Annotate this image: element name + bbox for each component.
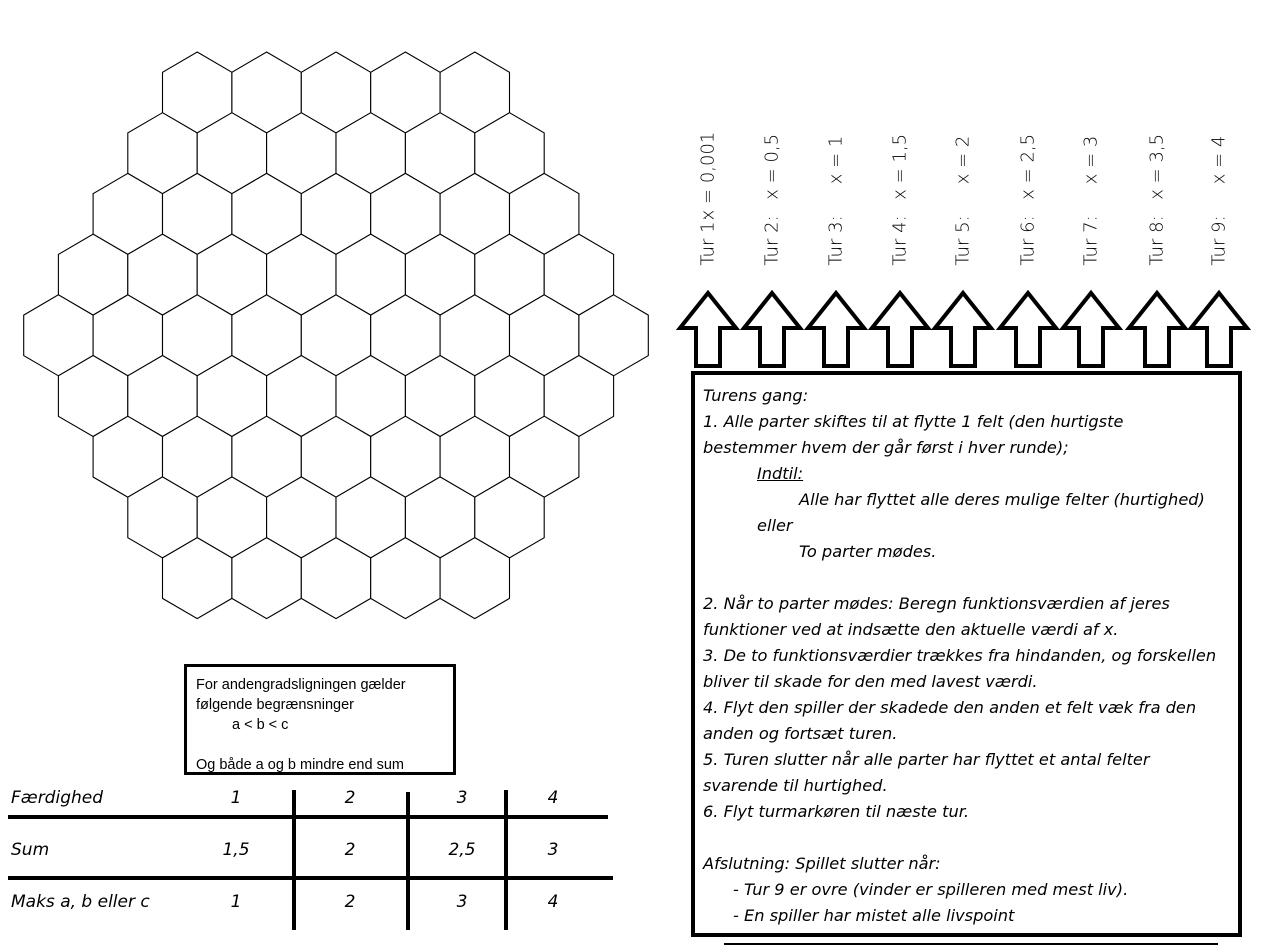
cell: 3 — [456, 892, 468, 912]
table-vline-3 — [504, 790, 508, 930]
end-condition-1: - Tur 9 er ovre (vinder er spilleren med mest liv). — [733, 880, 1129, 899]
turn-arrow-5 — [935, 293, 991, 366]
turn-label: Tur 7: — [1080, 215, 1102, 266]
condition-1: Alle har flyttet alle deres mulige felter (hurtighed) — [799, 490, 1205, 509]
turn-label: Tur 8: — [1146, 215, 1168, 266]
rule-2-line-a: 2. Når to parter mødes: Beregn funktionsværdien af jeres — [703, 594, 1170, 613]
cell: 3 — [547, 840, 559, 860]
constraint-line-2: følgende begrænsninger — [196, 697, 354, 713]
rule-2-line-b: funktioner ved at indsætte den aktuelle værdi af x. — [703, 620, 1119, 639]
cell: 2,5 — [448, 840, 476, 860]
x-value-label: x = 0,5 — [761, 133, 783, 200]
x-value-label: x = 0,001 — [697, 131, 719, 221]
table-vline-2 — [406, 792, 410, 930]
cell: 4 — [547, 892, 559, 912]
constraint-box — [184, 664, 456, 775]
turn-arrow-1 — [680, 293, 736, 366]
end-title: Afslutning: Spillet slutter når: — [703, 854, 941, 873]
cell: 1 — [230, 892, 242, 912]
table-hline-1 — [8, 815, 608, 819]
rule-5-line-a: 5. Turen slutter når alle parter har flyttet et antal felter — [703, 750, 1150, 769]
turn-label: Tur 4: — [889, 215, 911, 266]
rule-6: 6. Flyt turmarkøren til næste tur. — [703, 802, 970, 821]
until-label: Indtil: — [757, 464, 804, 483]
turn-arrow-9 — [1191, 293, 1247, 366]
rule-4-line-b: anden og fortsæt turen. — [703, 724, 898, 743]
rules-underline — [724, 943, 1218, 945]
or-label: eller — [757, 516, 793, 535]
turn-arrow-4 — [872, 293, 928, 366]
turn-label: Tur 6: — [1017, 215, 1039, 266]
rule-3-line-a: 3. De to funktionsværdier trækkes fra hindanden, og forskellen — [703, 646, 1217, 665]
turn-label: Tur 1: — [697, 215, 719, 266]
turn-arrow-7 — [1063, 293, 1119, 366]
turn-label: Tur 9: — [1208, 215, 1230, 266]
rule-1-line-a: 1. Alle parter skiftes til at flytte 1 felt (den hurtigste — [703, 412, 1124, 431]
turn-label: Tur 5: — [952, 215, 974, 266]
x-value-label: x = 1,5 — [889, 133, 911, 200]
constraint-line-4: Og både a og b mindre end sum — [196, 757, 404, 773]
table-hline-2 — [8, 876, 613, 880]
cell: 4 — [547, 788, 559, 808]
turn-label: Tur 3: — [825, 215, 847, 266]
rule-4-line-a: 4. Flyt den spiller der skadede den anden et felt væk fra den — [703, 698, 1197, 717]
x-value-label: x = 3,5 — [1146, 133, 1168, 200]
constraint-line-3: a < b < c — [232, 717, 289, 733]
turn-arrow-3 — [808, 293, 864, 366]
cell: 2 — [344, 840, 356, 860]
rule-1-line-b: bestemmer hvem der går først i hver runde); — [703, 438, 1069, 457]
rules-title: Turens gang: — [703, 386, 809, 405]
cell: 1 — [230, 788, 242, 808]
constraint-line-1: For andengradsligningen gælder — [196, 677, 406, 693]
cell: 2 — [344, 788, 356, 808]
x-value-label: x = 2,5 — [1017, 133, 1039, 200]
x-value-label: x = 3 — [1080, 135, 1102, 185]
cell: 2 — [344, 892, 356, 912]
turn-arrow-8 — [1129, 293, 1185, 366]
rule-5-line-b: svarende til hurtighed. — [703, 776, 888, 795]
turn-arrows — [0, 0, 1275, 380]
table-vline-1 — [292, 790, 296, 930]
row-label-maks: Maks a, b eller c — [11, 892, 150, 912]
row-label-sum: Sum — [11, 840, 50, 860]
cell: 3 — [456, 788, 468, 808]
turn-label: Tur 2: — [761, 215, 783, 266]
x-value-label: x = 1 — [825, 135, 847, 185]
end-condition-2: - En spiller har mistet alle livspoint — [733, 906, 1015, 925]
rule-3-line-b: bliver til skade for den med lavest værdi. — [703, 672, 1038, 691]
x-value-label: x = 2 — [952, 135, 974, 185]
row-label-faerdighed: Færdighed — [11, 788, 104, 808]
cell: 1,5 — [222, 840, 250, 860]
turn-arrow-2 — [744, 293, 800, 366]
turn-arrow-6 — [1000, 293, 1056, 366]
rules-panel — [691, 371, 1242, 937]
x-value-label: x = 4 — [1208, 135, 1230, 185]
condition-2: To parter mødes. — [799, 542, 937, 561]
